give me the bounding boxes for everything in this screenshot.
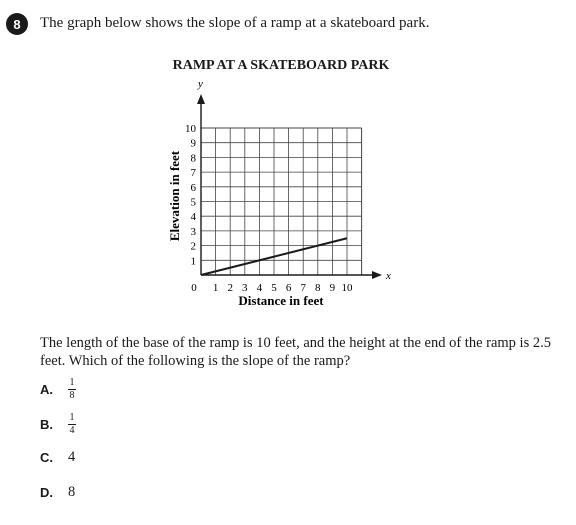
x-axis-label: Distance in feet <box>238 293 324 308</box>
question-text: The length of the base of the ramp is 10 feet, and the height at the end of the ramp is 2.5 feet. Which of the following is the slope of the ramp? <box>40 335 551 369</box>
y-tick-label: 9 <box>190 137 196 150</box>
y-tick-label: 6 <box>190 181 196 194</box>
fraction-one-fourth <box>68 413 76 436</box>
origin-label: 0 <box>191 282 197 294</box>
choice-a[interactable] <box>40 378 76 401</box>
x-axis-letter: x <box>386 270 391 282</box>
fraction-one-eighth <box>68 378 76 401</box>
x-tick-label: 8 <box>315 282 321 294</box>
x-tick-label: 2 <box>227 282 233 294</box>
choice-value: 4 <box>68 449 76 465</box>
choice-d[interactable] <box>40 484 75 501</box>
y-tick-label: 5 <box>190 196 196 209</box>
question-stem: The graph below shows the slope of a ramp at a skateboard park. <box>40 15 430 31</box>
denominator: 8 <box>69 390 75 401</box>
y-tick-label: 7 <box>190 167 196 180</box>
x-tick-label: 7 <box>300 282 306 294</box>
choice-c[interactable] <box>40 449 75 466</box>
denominator: 4 <box>69 425 75 436</box>
y-tick-label: 3 <box>190 225 196 238</box>
choice-letter: B. <box>40 417 53 432</box>
x-tick-label: 10 <box>341 282 353 294</box>
chart-title: RAMP AT A SKATEBOARD PARK <box>172 58 390 73</box>
x-axis-arrow <box>372 271 382 279</box>
choice-b[interactable] <box>40 413 76 436</box>
x-tick-label: 4 <box>256 282 263 294</box>
numerator: 1 <box>69 412 75 423</box>
choice-letter: C. <box>40 450 53 465</box>
x-tick-label: 1 <box>212 282 219 294</box>
x-tick-label: 6 <box>285 282 292 294</box>
question-number-badge: 8 <box>6 13 28 35</box>
choice-value: 8 <box>68 484 76 500</box>
y-tick-label: 10 <box>185 123 196 135</box>
y-tick-label: 1 <box>190 255 196 268</box>
x-tick-label: 9 <box>329 282 336 294</box>
choice-letter: A. <box>40 382 53 397</box>
y-axis-label: Elevation in feet <box>167 150 182 242</box>
y-tick-label: 2 <box>190 240 196 253</box>
y-tick-label: 8 <box>190 152 196 165</box>
x-tick-label: 5 <box>271 282 277 294</box>
choice-letter: D. <box>40 485 53 500</box>
y-tick-label: 4 <box>190 211 196 224</box>
x-tick-label: 3 <box>242 282 248 294</box>
y-axis-letter: y <box>198 78 203 90</box>
numerator: 1 <box>69 377 75 388</box>
y-axis-arrow <box>197 94 205 104</box>
